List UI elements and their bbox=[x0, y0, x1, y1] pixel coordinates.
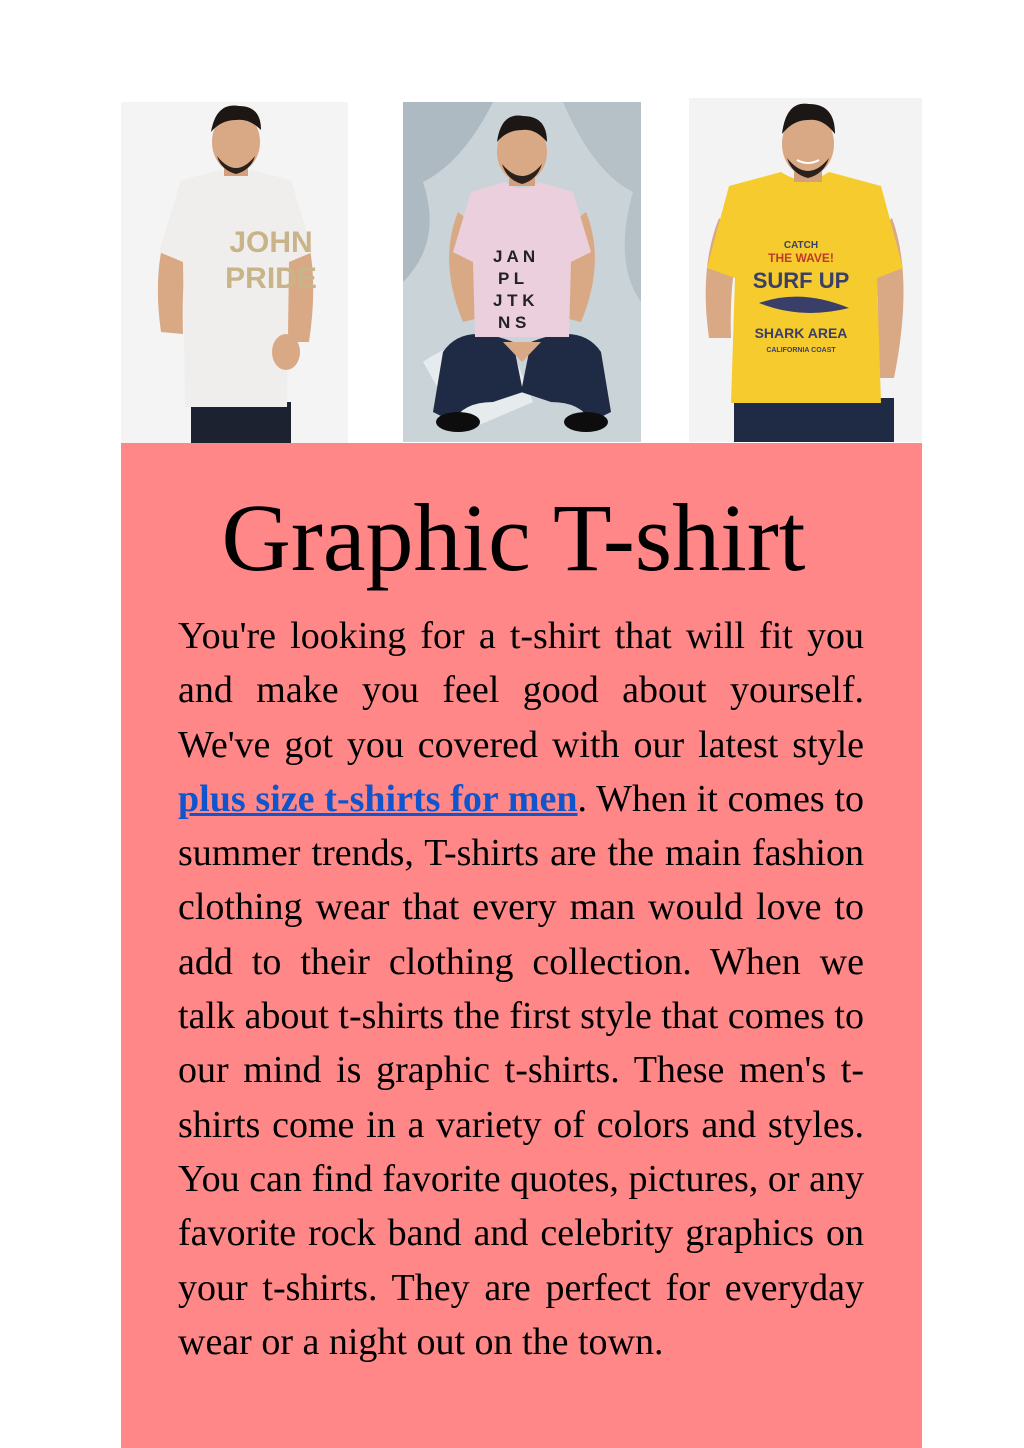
product-photo-yellow-tshirt bbox=[689, 98, 922, 442]
article-body-rest: . When it comes to summer trends, T-shirts are the main fashion clothing wear that every man would love to add to their clothing collection. When we talk about t-shirts the first style that comes to our mind is graphic t-shirts. These men's t-shirts come in a variety of colors and styles. You can find favorite quotes, pictures, or any favorite rock band and celebrity graphics on your t-shirts. They are perfect for everyday wear or a night out on the town. bbox=[178, 777, 865, 1363]
article-panel bbox=[121, 443, 922, 1448]
svg-text:SHARK AREA: SHARK AREA bbox=[754, 325, 848, 341]
svg-text:PRIDE: PRIDE bbox=[225, 262, 317, 295]
svg-text:CALIFORNIA COAST: CALIFORNIA COAST bbox=[766, 347, 836, 354]
svg-text:THE WAVE!: THE WAVE! bbox=[768, 251, 834, 265]
svg-text:SURF UP: SURF UP bbox=[752, 268, 850, 293]
article-intro: You're looking for a t-shirt that will fit you and make you feel good about yourself. We've got you covered with our latest style bbox=[178, 615, 864, 766]
pink-tshirt-illustration bbox=[403, 102, 641, 442]
article-body bbox=[178, 609, 864, 1369]
svg-text:CATCH: CATCH bbox=[783, 240, 819, 251]
product-photo-white-tshirt bbox=[121, 102, 348, 444]
svg-text:J T K: J T K bbox=[493, 291, 535, 310]
svg-text:N S: N S bbox=[498, 313, 527, 332]
plus-size-tshirts-link[interactable]: plus size t-shirts for men bbox=[178, 777, 578, 820]
svg-text:JOHN: JOHN bbox=[229, 226, 313, 259]
yellow-tshirt-illustration bbox=[689, 98, 922, 442]
svg-text:P L: P L bbox=[498, 269, 525, 288]
article-title: Graphic T-shirt bbox=[221, 484, 806, 591]
svg-text:J A N: J A N bbox=[493, 247, 536, 266]
product-photo-pink-tshirt bbox=[403, 102, 641, 442]
white-tshirt-illustration bbox=[121, 102, 348, 444]
